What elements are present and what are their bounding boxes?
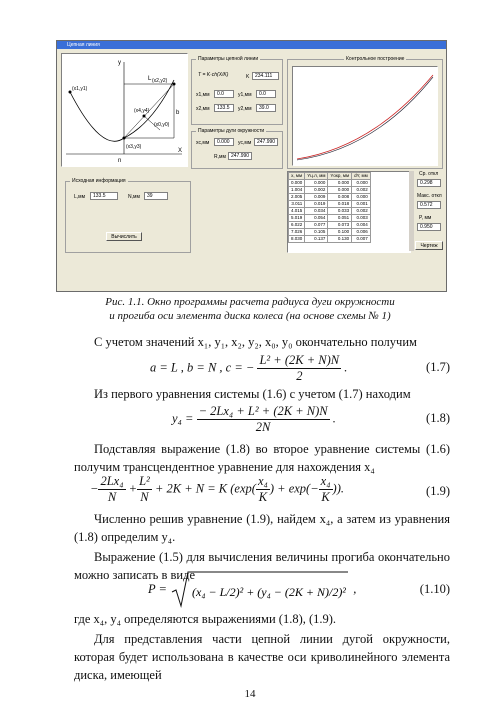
figure-caption-line-1: Рис. 1.1. Окно программы расчета радиуса дуги окружности [105,296,395,308]
control-plot-caption: Контрольное построение [346,56,405,62]
table-cell: 0.054 [305,215,328,222]
eq19-exp1-num: x₄ [257,474,268,488]
table-row[interactable] [289,194,371,201]
table-cell: 1.004 [289,187,305,194]
yc-field[interactable]: 247.990 [254,138,278,146]
r-label: R,мм [214,154,226,160]
eq18-numerator: − 2Lx₄ + L² + (2K + N)N [198,404,328,418]
table-cell: 0.003 [352,215,371,222]
equation-number-1-8: (1.8) [426,411,450,425]
input-info-group [65,178,191,253]
svg-text:(x₄ − L/2)² + (y₄ − (2K + N)/2: (x₄ − L/2)² + (y₄ − (2K + N)/2)² [192,585,347,599]
table-row[interactable] [289,222,371,229]
table-header-x: x, мм [289,173,305,180]
eq19-a-den: N [107,490,117,504]
paragraph-6: где x₄, y₄ определяются выражениями (1.8), (1.9). [74,612,337,626]
table-cell: 0.002 [305,187,328,194]
l-label: L,мм [74,194,86,200]
eq17-numerator: L² + (2K + N)N [259,353,340,367]
table-header-yokr: Yокр, мм [328,173,352,180]
table-row[interactable] [289,180,371,187]
r-field[interactable]: 247.990 [228,152,252,160]
k-label: K [246,74,250,80]
paragraph-7: Для представления части цепной линии дугой окружности, которая будет использована в качестве оси криволинейного элемента диска, имеющей [74,632,450,682]
y1-label: y1,мм [238,92,252,98]
figure-caption [0,295,500,323]
avg-deviation-field[interactable]: 0.298 [417,179,441,187]
window-titlebar [57,41,446,49]
xc-field[interactable]: 0.000 [214,138,234,146]
table-cell: 0.000 [352,194,371,201]
eq19-b-den: N [140,490,149,504]
table-cell: 0.004 [352,222,371,229]
p-field[interactable]: 0.950 [417,223,441,231]
table-cell: 0.100 [328,229,352,236]
eq17-left: a = L , b = N , c = − [150,360,255,375]
eq19-b-num: L² [139,474,150,488]
drawing-button[interactable]: Чертеж [415,241,443,250]
equation-number-1-9: (1.9) [426,484,450,498]
table-row[interactable] [289,215,371,222]
l-input[interactable]: 133.5 [90,192,118,200]
table-cell: 0.002 [352,187,371,194]
table-row[interactable] [289,201,371,208]
catenary-formula: T = K·ch(X/K) [198,72,229,78]
scheme-diagram-panel [61,53,188,167]
table-cell: 0.000 [328,180,352,187]
x1-label: x1,мм [196,92,210,98]
input-info-caption: Исходная информация [72,178,126,184]
control-plot-canvas [292,66,438,166]
paragraph-5: Выражение (1.5) для вычисления величины прогиба окончательно можно записать в виде [74,550,450,582]
page-number: 14 [244,688,256,700]
table-cell: 7.026 [289,229,305,236]
max-deviation-label: Макс. откл [417,193,442,199]
table-cell: 0.002 [352,208,371,215]
equation-1-9: − $\frac{\text{2Lx₄}}{N}$ + $\frac{\text{L²}}{N}$ + 2K + N = K (exp( $\frac{\text{x₄}}{K}$ ) + exp(− $\frac{\text{x₄}}{K}$ )). [90,474,344,504]
table-cell: 0.051 [328,215,352,222]
arc-params-group [191,128,283,169]
table-cell: 0.001 [352,201,371,208]
x2-label: x2,мм [196,106,210,112]
table-cell: 0.019 [305,201,328,208]
control-plot-group [287,56,443,169]
window-title: Цепная линия [67,42,100,48]
x1-field[interactable]: 0.0 [214,90,234,98]
catenary-params-group [191,56,283,125]
table-cell: 0.105 [305,229,328,236]
control-plot-svg [293,67,437,165]
paragraph-4: Численно решив уравнение (1.9), найдем x₄, а затем из уравнения (1.8) определим y₄. [74,512,450,544]
catenary-scheme-diagram [62,54,187,166]
p-label: P, мм [419,215,432,221]
table-row[interactable] [289,229,371,236]
table-cell: 0.137 [305,236,328,243]
table-cell: 0.034 [305,208,328,215]
results-table-panel [287,171,411,253]
table-scrollbar[interactable] [409,171,414,251]
diagram-b-label: b [176,110,180,116]
y1-field[interactable]: 0.0 [256,90,276,98]
n-label: N,мм [128,194,140,200]
paragraph-1: С учетом значений x₁, y₁, x₂, y₂, x₀, y₀ окончательно получим [94,335,417,349]
table-cell: 0.000 [328,187,352,194]
arc-params-caption: Параметры дуги окружности [198,128,265,134]
equation-1-7: a = L , b = N , c = − $\frac{\text{L² + (2K + N)N}}{2}$ . [150,353,348,383]
calculate-button[interactable]: Вычислить [106,232,142,241]
eq110-radical-svg [170,570,350,610]
program-window-screenshot [56,40,447,292]
paragraph-2: Из первого уравнения системы (1.6) с учетом (1.7) находим [94,387,411,401]
avg-deviation-label: Ср. откл [419,171,439,177]
diagram-L-label: L [148,76,152,82]
yc-label: yc,мм [238,140,252,146]
eq19-exp2-num: x₄ [320,474,331,488]
table-cell: 4.015 [289,208,305,215]
table-row[interactable] [289,236,371,243]
table-cell: 0.000 [352,180,371,187]
equation-1-8: y₄ = $\frac{\text{− 2Lx₄ + L² + (2K + N)N}}{2N}$ . [172,404,336,434]
equation-1-10: P = (x₄ − L/2)² + (y₄ − (2K + N)/2)² , [148,570,356,610]
eq19-exp2-den: K [321,490,330,504]
table-cell: 8.030 [289,236,305,243]
eq110-left: P = [148,581,167,596]
diagram-n-label: n [118,158,122,164]
paragraph-3: Подставляя выражение (1.8) во второе уравнение системы (1.6) получим трансцендентное уравнение для нахождения x₄ [74,442,450,474]
table-header-dy: dY, мм [352,173,371,180]
table-cell: 0.033 [328,208,352,215]
figure-caption-line-2: и прогиба оси элемента диска колеса (на основе схемы № 1) [109,310,391,322]
xc-label: xc,мм [196,140,210,146]
table-cell: 0.007 [352,236,371,243]
table-cell: 0.077 [305,222,328,229]
table-cell: 0.073 [328,222,352,229]
table-row[interactable] [289,208,371,215]
table-cell: 0.018 [328,201,352,208]
equation-number-1-10: (1.10) [419,582,450,596]
table-cell: 2.005 [289,194,305,201]
diagram-point-3: (x3,y3) [126,144,142,150]
diagram-point-4: (x4,y4) [134,108,150,114]
table-cell: 0.006 [352,229,371,236]
eq19-middle: + 2K + N = K [154,481,228,496]
diagram-point-2: (x2,y2) [152,78,168,84]
eq19-exp1-den: K [258,490,268,504]
catenary-params-caption: Параметры цепной линии [198,56,259,62]
table-cell: 0.130 [328,236,352,243]
k-field[interactable]: 234.111 [252,72,279,80]
equation-number-1-7: (1.7) [426,360,450,374]
table-cell: 0.008 [328,194,352,201]
eq17-denominator: 2 [296,369,303,383]
max-deviation-field[interactable]: 0.572 [417,201,441,209]
y2-label: y2,мм [238,106,252,112]
table-header-ycl: Yц.л, мм [305,173,328,180]
table-cell: 0.000 [289,180,305,187]
x2-field[interactable]: 133.5 [214,104,234,112]
eq19-a-num: 2Lx₄ [100,474,124,488]
table-cell: 3.011 [289,201,305,208]
results-table [288,172,371,243]
table-cell: 0.000 [305,180,328,187]
table-cell: 5.019 [289,215,305,222]
table-row[interactable] [289,187,371,194]
table-cell: 0.009 [305,194,328,201]
diagram-x-axis-label: X [178,148,183,154]
eq18-denominator: 2N [255,420,271,434]
diagram-y-axis-label: y [118,60,121,66]
y2-field[interactable]: 39.0 [256,104,276,112]
n-input[interactable]: 39 [144,192,168,200]
diagram-point-0: (x0,y0) [154,122,170,128]
eq18-left: y₄ = [172,411,194,426]
table-cell: 6.022 [289,222,305,229]
diagram-point-1: (x1,y1) [72,86,88,92]
